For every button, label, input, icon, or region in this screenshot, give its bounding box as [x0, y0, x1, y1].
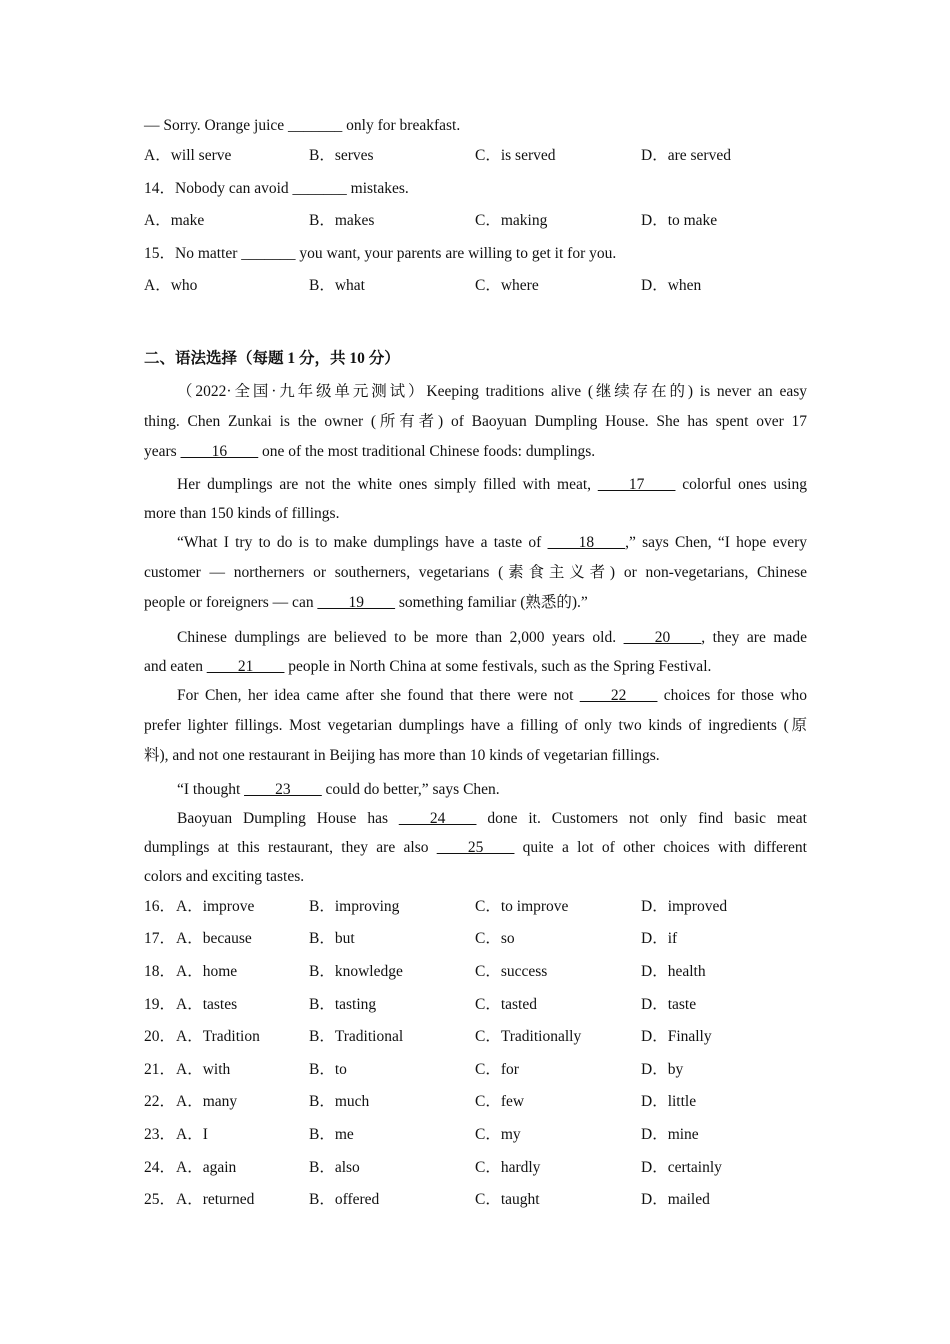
passage-line	[144, 588, 807, 618]
passage-text: “I thought	[177, 781, 245, 798]
option-d[interactable]: D．certainly	[641, 1159, 722, 1176]
q15-option-b[interactable]: B．what	[309, 277, 365, 294]
question-number: 25．	[144, 1191, 176, 1208]
question-number: 24．	[144, 1159, 176, 1176]
answer-row-19	[144, 995, 807, 1015]
passage-text: choices for those who	[657, 687, 807, 704]
passage-text: 料), and not one restaurant in Beijing has more than 10 kinds of vegetarian fillings.	[144, 747, 660, 764]
option-b[interactable]: B．also	[309, 1159, 360, 1176]
answer-row-20	[144, 1027, 807, 1047]
option-a[interactable]: A．Tradition	[176, 1028, 260, 1045]
option-c[interactable]: C．tasted	[475, 996, 537, 1013]
q15-option-a[interactable]: A．who	[144, 277, 198, 294]
passage-text: prefer lighter fillings. Most vegetarian dumplings have a filling of only two kinds of ingredients (原	[144, 717, 807, 734]
option-b[interactable]: B．tasting	[309, 996, 377, 1013]
passage-text: done it. Customers not only find basic meat	[476, 810, 807, 827]
option-a[interactable]: A．returned	[176, 1191, 255, 1208]
question-number: 21．	[144, 1061, 176, 1078]
passage-line	[144, 804, 807, 833]
passage-text: something familiar (熟悉的).”	[394, 594, 588, 611]
passage-text: people or foreigners — can	[144, 594, 318, 611]
q14-options	[144, 211, 807, 231]
blank-24[interactable]: ____24____	[398, 810, 477, 827]
passage-para-6	[144, 775, 807, 804]
option-c[interactable]: C．my	[475, 1126, 521, 1143]
option-c[interactable]: C．taught	[475, 1191, 540, 1208]
passage-text: customer — northerners or southerners, vegetarians (素食主义者) or non-vegetarians, Chinese	[144, 564, 807, 581]
option-a[interactable]: A．because	[176, 930, 252, 947]
option-b[interactable]: B．Traditional	[309, 1028, 404, 1045]
passage-line	[144, 499, 807, 528]
option-a[interactable]: A．with	[176, 1061, 231, 1078]
passage-para-2	[144, 470, 807, 528]
question-number: 16．	[144, 898, 176, 915]
option-c[interactable]: C．for	[475, 1061, 519, 1078]
answer-row-18	[144, 962, 807, 982]
passage-text: could do better,” says Chen.	[321, 781, 500, 798]
q13-option-c[interactable]: C．is served	[475, 147, 556, 164]
option-a[interactable]: A．I	[176, 1126, 208, 1143]
option-b[interactable]: B．offered	[309, 1191, 380, 1208]
passage-text: （2022·全国·九年级单元测试）Keeping traditions alive (继续存在的) is never an easy	[177, 383, 807, 400]
question-number: 20．	[144, 1028, 176, 1045]
question-number: 19．	[144, 996, 176, 1013]
question-number: 17．	[144, 930, 176, 947]
question-number: 23．	[144, 1126, 176, 1143]
answer-row-17	[144, 929, 807, 949]
passage-text: more than 150 kinds of fillings.	[144, 505, 340, 522]
answer-row-25	[144, 1190, 807, 1210]
passage-line	[144, 775, 807, 804]
option-a[interactable]: A．improve	[176, 898, 255, 915]
option-d[interactable]: D．health	[641, 963, 706, 980]
passage-text: colorful ones using	[675, 476, 807, 493]
option-b[interactable]: B．but	[309, 930, 355, 947]
passage-para-5	[144, 681, 807, 771]
q14-stem: 14．Nobody can avoid _______ mistakes.	[144, 180, 409, 197]
q15-options	[144, 276, 807, 296]
passage-text: thing. Chen Zunkai is the owner (所有者) of Baoyuan Dumpling House. She has spent over 17	[144, 413, 807, 430]
passage-para-4	[144, 623, 807, 681]
blank-21[interactable]: ____21____	[206, 658, 285, 675]
passage-text: one of the most traditional Chinese foods: dumplings.	[258, 443, 596, 460]
answer-row-24	[144, 1158, 807, 1178]
passage-line	[144, 437, 807, 467]
option-c[interactable]: C．few	[475, 1093, 525, 1110]
option-c[interactable]: C．so	[475, 930, 515, 947]
passage-line	[144, 623, 807, 652]
passage-text: “What I try to do is to make dumplings have a taste of	[177, 534, 548, 551]
q13-option-d[interactable]: D．are served	[641, 147, 731, 164]
passage-text: years	[144, 443, 181, 460]
passage-text: colors and exciting tastes.	[144, 868, 305, 885]
blank-19[interactable]: ____19____	[317, 594, 395, 611]
blank-23[interactable]: ____23____	[244, 781, 322, 798]
question-number: 18．	[144, 963, 176, 980]
option-c[interactable]: C．hardly	[475, 1159, 541, 1176]
answer-row-22	[144, 1092, 807, 1112]
option-a[interactable]: A．again	[176, 1159, 237, 1176]
section-title: 二、语法选择（每题 1 分，共 10 分）	[144, 350, 400, 367]
blank-25[interactable]: ____25____	[436, 839, 515, 856]
passage-text: Baoyuan Dumpling House has	[177, 810, 399, 827]
blank-22[interactable]: ____22____	[579, 687, 658, 704]
passage-text: Chinese dumplings are believed to be more than 2,000 years old.	[177, 629, 624, 646]
passage-line	[144, 558, 807, 588]
passage-line	[144, 711, 807, 741]
passage-line	[144, 652, 807, 681]
option-d[interactable]: D．Finally	[641, 1028, 712, 1045]
passage-text: ,” says Chen, “I hope every	[625, 534, 807, 551]
passage-para-7	[144, 804, 807, 891]
q14-option-b[interactable]: B．makes	[309, 212, 375, 229]
option-d[interactable]: D．mine	[641, 1126, 699, 1143]
passage-text: people in North China at some festivals, such as the Spring Festival.	[284, 658, 712, 675]
option-b[interactable]: B．to	[309, 1061, 347, 1078]
option-a[interactable]: A．home	[176, 963, 238, 980]
option-d[interactable]: D．little	[641, 1093, 697, 1110]
passage-line	[144, 470, 807, 499]
option-b[interactable]: B．knowledge	[309, 963, 403, 980]
option-b[interactable]: B．much	[309, 1093, 370, 1110]
option-c[interactable]: C．to improve	[475, 898, 569, 915]
passage-line	[144, 377, 807, 407]
answer-row-21	[144, 1060, 807, 1080]
option-b[interactable]: B．me	[309, 1126, 354, 1143]
q15-option-d[interactable]: D．when	[641, 277, 702, 294]
passage-text: and eaten	[144, 658, 207, 675]
passage-line	[144, 833, 807, 862]
q14-option-a[interactable]: A．make	[144, 212, 205, 229]
passage-line	[144, 681, 807, 711]
q13-stem-line: — Sorry. Orange juice _______ only for breakfast.	[144, 117, 461, 134]
passage-text: Her dumplings are not the white ones simply filled with meat,	[177, 476, 598, 493]
answer-row-23	[144, 1125, 807, 1145]
option-d[interactable]: D．mailed	[641, 1191, 710, 1208]
passage-line	[144, 407, 807, 437]
passage-line	[144, 862, 807, 891]
passage-line	[144, 528, 807, 558]
q13-options	[144, 146, 807, 166]
q13-option-b[interactable]: B．serves	[309, 147, 374, 164]
passage	[144, 377, 807, 467]
option-a[interactable]: A．many	[176, 1093, 238, 1110]
q15-option-c[interactable]: C．where	[475, 277, 539, 294]
option-c[interactable]: C．success	[475, 963, 548, 980]
passage-text: quite a lot of other choices with different	[514, 839, 807, 856]
option-c[interactable]: C．Traditionally	[475, 1028, 582, 1045]
option-a[interactable]: A．tastes	[176, 996, 238, 1013]
passage-text: dumplings at this restaurant, they are also	[144, 839, 437, 856]
passage-text: For Chen, her idea came after she found that there were not	[177, 687, 580, 704]
blank-18[interactable]: ____18____	[547, 534, 626, 551]
option-d[interactable]: D．improved	[641, 898, 728, 915]
option-b[interactable]: B．improving	[309, 898, 400, 915]
q14-option-c[interactable]: C．making	[475, 212, 548, 229]
passage-para-3	[144, 528, 807, 618]
passage-line	[144, 741, 807, 771]
passage-text: , they are made	[701, 629, 807, 646]
q14-option-d[interactable]: D．to make	[641, 212, 718, 229]
option-d[interactable]: D．taste	[641, 996, 697, 1013]
q15-stem: 15．No matter _______ you want, your parents are willing to get it for you.	[144, 245, 617, 262]
option-d[interactable]: D．if	[641, 930, 678, 947]
question-number: 22．	[144, 1093, 176, 1110]
answer-row-16	[144, 897, 807, 917]
blank-16[interactable]: ____16____	[180, 443, 259, 460]
option-d[interactable]: D．by	[641, 1061, 684, 1078]
q13-option-a[interactable]: A．will serve	[144, 147, 232, 164]
blank-20[interactable]: ____20____	[623, 629, 702, 646]
blank-17[interactable]: ____17____	[597, 476, 676, 493]
